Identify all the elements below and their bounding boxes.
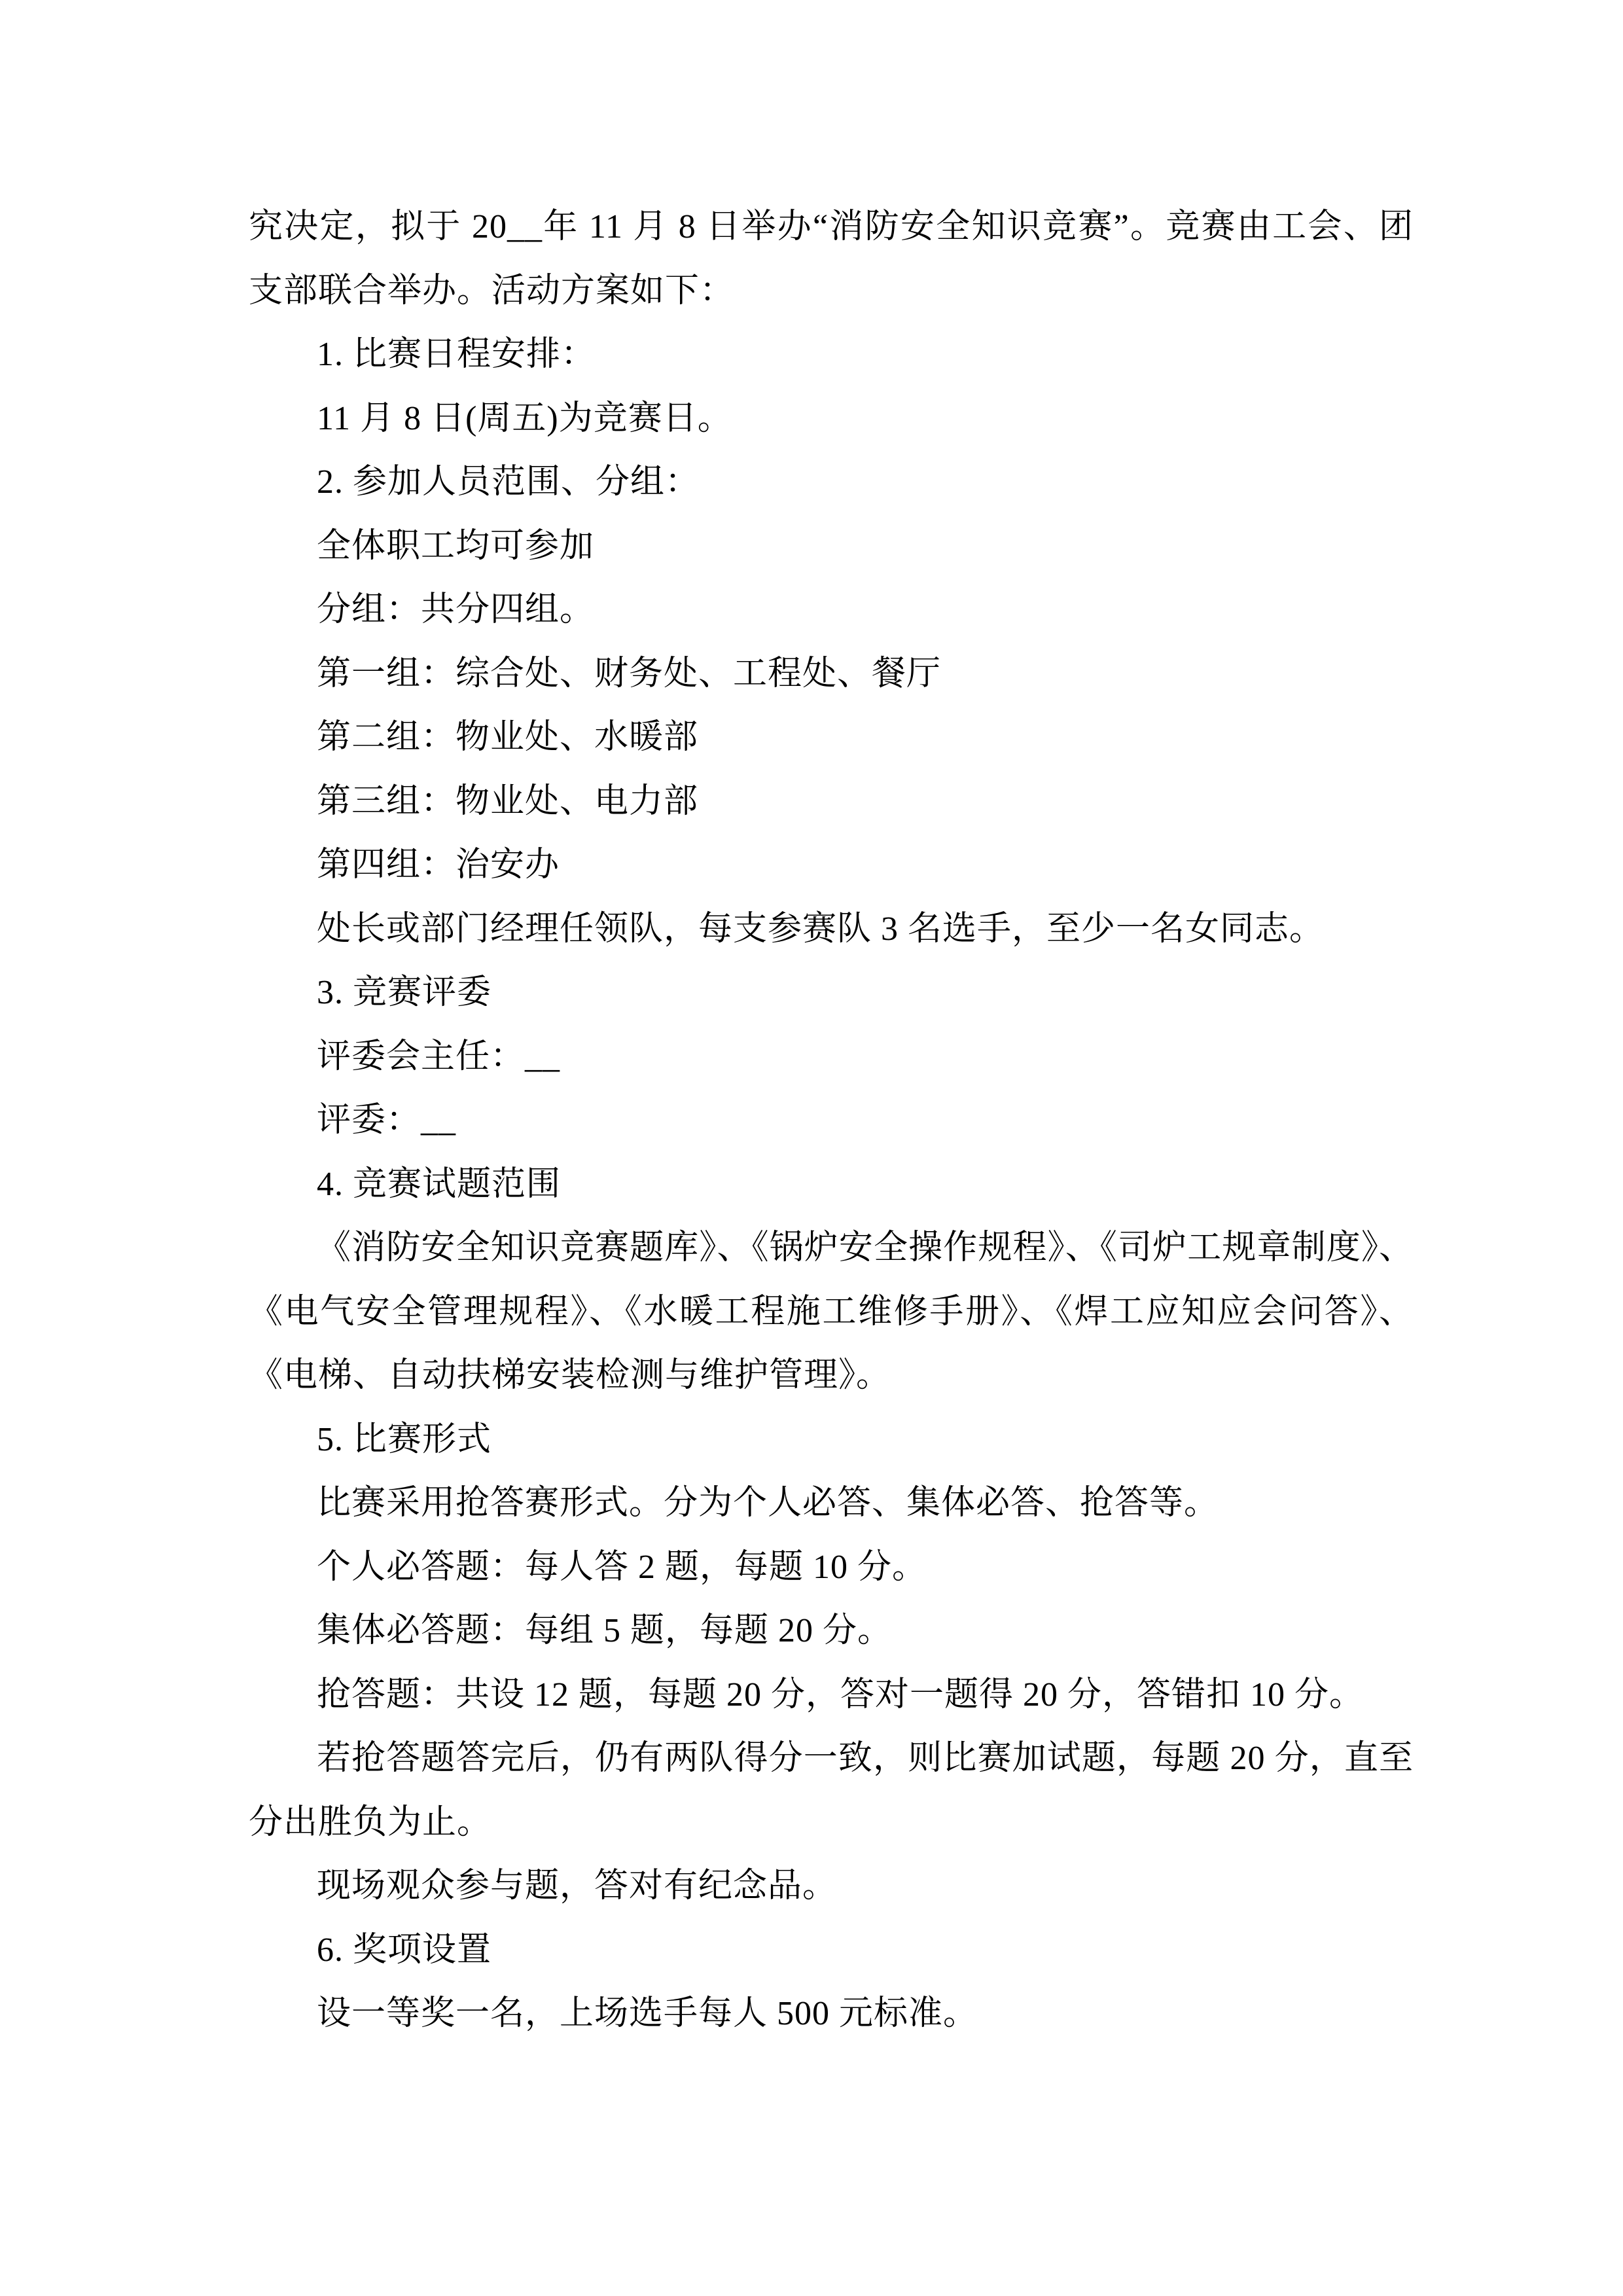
document-body xyxy=(249,195,1414,2046)
para-group-3: 第三组：物业处、电力部 xyxy=(317,782,699,820)
para-all-staff-eligible: 全体职工均可参加 xyxy=(317,527,595,565)
para-group-4: 第四组：治安办 xyxy=(317,846,560,884)
para-group-questions: 集体必答题：每组 5 题，每题 20 分。 xyxy=(317,1612,893,1649)
para-judges: 评委：__ xyxy=(317,1102,457,1139)
para-2-participants-heading: 2. 参加人员范围、分组： xyxy=(317,463,700,501)
para-6-awards-heading: 6. 奖项设置 xyxy=(317,1931,492,1969)
para-judge-panel-director: 评委会主任：__ xyxy=(317,1037,561,1075)
para-grouping: 分组：共分四组。 xyxy=(317,591,595,628)
para-group-1: 第一组：综合处、财务处、工程处、餐厅 xyxy=(317,655,942,692)
para-tiebreaker-rule: 若抢答题答完后，仍有两队得分一致，则比赛加试题，每题 20 分，直至分出胜负为止。 xyxy=(249,1740,1414,1841)
para-question-sources: 《消防安全知识竞赛题库》、《锅炉安全操作规程》、《司炉工规章制度》、《电气安全管理规程》、《水暖工程施工维修手册》、《焊工应知应会问答》、《电梯、自动扶梯安装检测与维护管理》。 xyxy=(249,1229,1414,1394)
para-competition-date: 11 月 8 日(周五)为竞赛日。 xyxy=(317,399,732,437)
para-individual-questions: 个人必答题：每人答 2 题，每题 10 分。 xyxy=(317,1548,927,1586)
para-3-judges-heading: 3. 竞赛评委 xyxy=(317,974,492,1011)
para-5-format-heading: 5. 比赛形式 xyxy=(317,1420,492,1458)
para-group-2: 第二组：物业处、水暖部 xyxy=(317,719,699,756)
para-intro-continuation: 究决定，拟于 20__年 11 月 8 日举办“消防安全知识竞赛”。竞赛由工会、团支部联合举办。活动方案如下： xyxy=(249,208,1414,310)
para-buzzer-questions: 抢答题：共设 12 题，每题 20 分，答对一题得 20 分，答错扣 10 分。 xyxy=(317,1676,1364,1713)
para-audience-questions: 现场观众参与题，答对有纪念品。 xyxy=(317,1867,838,1905)
para-4-question-scope-heading: 4. 竞赛试题范围 xyxy=(317,1165,562,1203)
para-first-prize: 设一等奖一名，上场选手每人 500 元标准。 xyxy=(317,1995,978,2032)
para-team-leaders: 处长或部门经理任领队，每支参赛队 3 名选手，至少一名女同志。 xyxy=(317,910,1325,948)
para-format-description: 比赛采用抢答赛形式。分为个人必答、集体必答、抢答等。 xyxy=(317,1484,1219,1522)
para-1-schedule-heading: 1. 比赛日程安排： xyxy=(317,336,596,373)
